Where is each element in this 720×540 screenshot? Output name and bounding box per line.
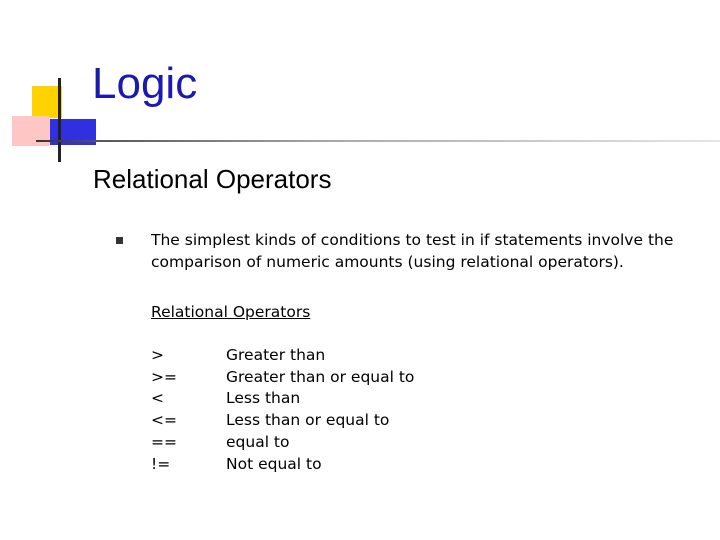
operator-symbol: !=: [151, 454, 171, 473]
operator-symbol: <: [151, 389, 164, 408]
operator-row: [151, 366, 414, 388]
operator-row: [151, 409, 414, 431]
operator-symbol: >: [151, 345, 164, 364]
title-divider-line: [36, 140, 720, 142]
operator-row: [151, 453, 414, 475]
operator-row: [151, 344, 414, 366]
operator-description: Not equal to: [226, 454, 322, 473]
operator-row: [151, 388, 414, 410]
operator-description: Less than or equal to: [226, 411, 390, 430]
decorative-vertical-line: [58, 78, 61, 162]
operator-description: Greater than: [226, 345, 326, 364]
operator-row: [151, 431, 414, 453]
operator-symbol: ==: [151, 433, 177, 452]
operator-description: Less than: [226, 389, 301, 408]
slide-title: Logic: [92, 59, 198, 108]
square-bullet-icon: [116, 237, 123, 244]
bullet-text: The simplest kinds of conditions to test in if statements involve the comparison of numeric amounts (using relational operators).: [151, 231, 674, 271]
operator-symbol: <=: [151, 411, 177, 430]
operators-table-heading: Relational Operators: [151, 303, 311, 321]
operator-description: Greater than or equal to: [226, 367, 415, 386]
slide-subtitle: Relational Operators: [93, 164, 332, 194]
operator-symbol: >=: [151, 367, 177, 386]
operator-description: equal to: [226, 433, 290, 452]
operators-table: [151, 344, 414, 475]
